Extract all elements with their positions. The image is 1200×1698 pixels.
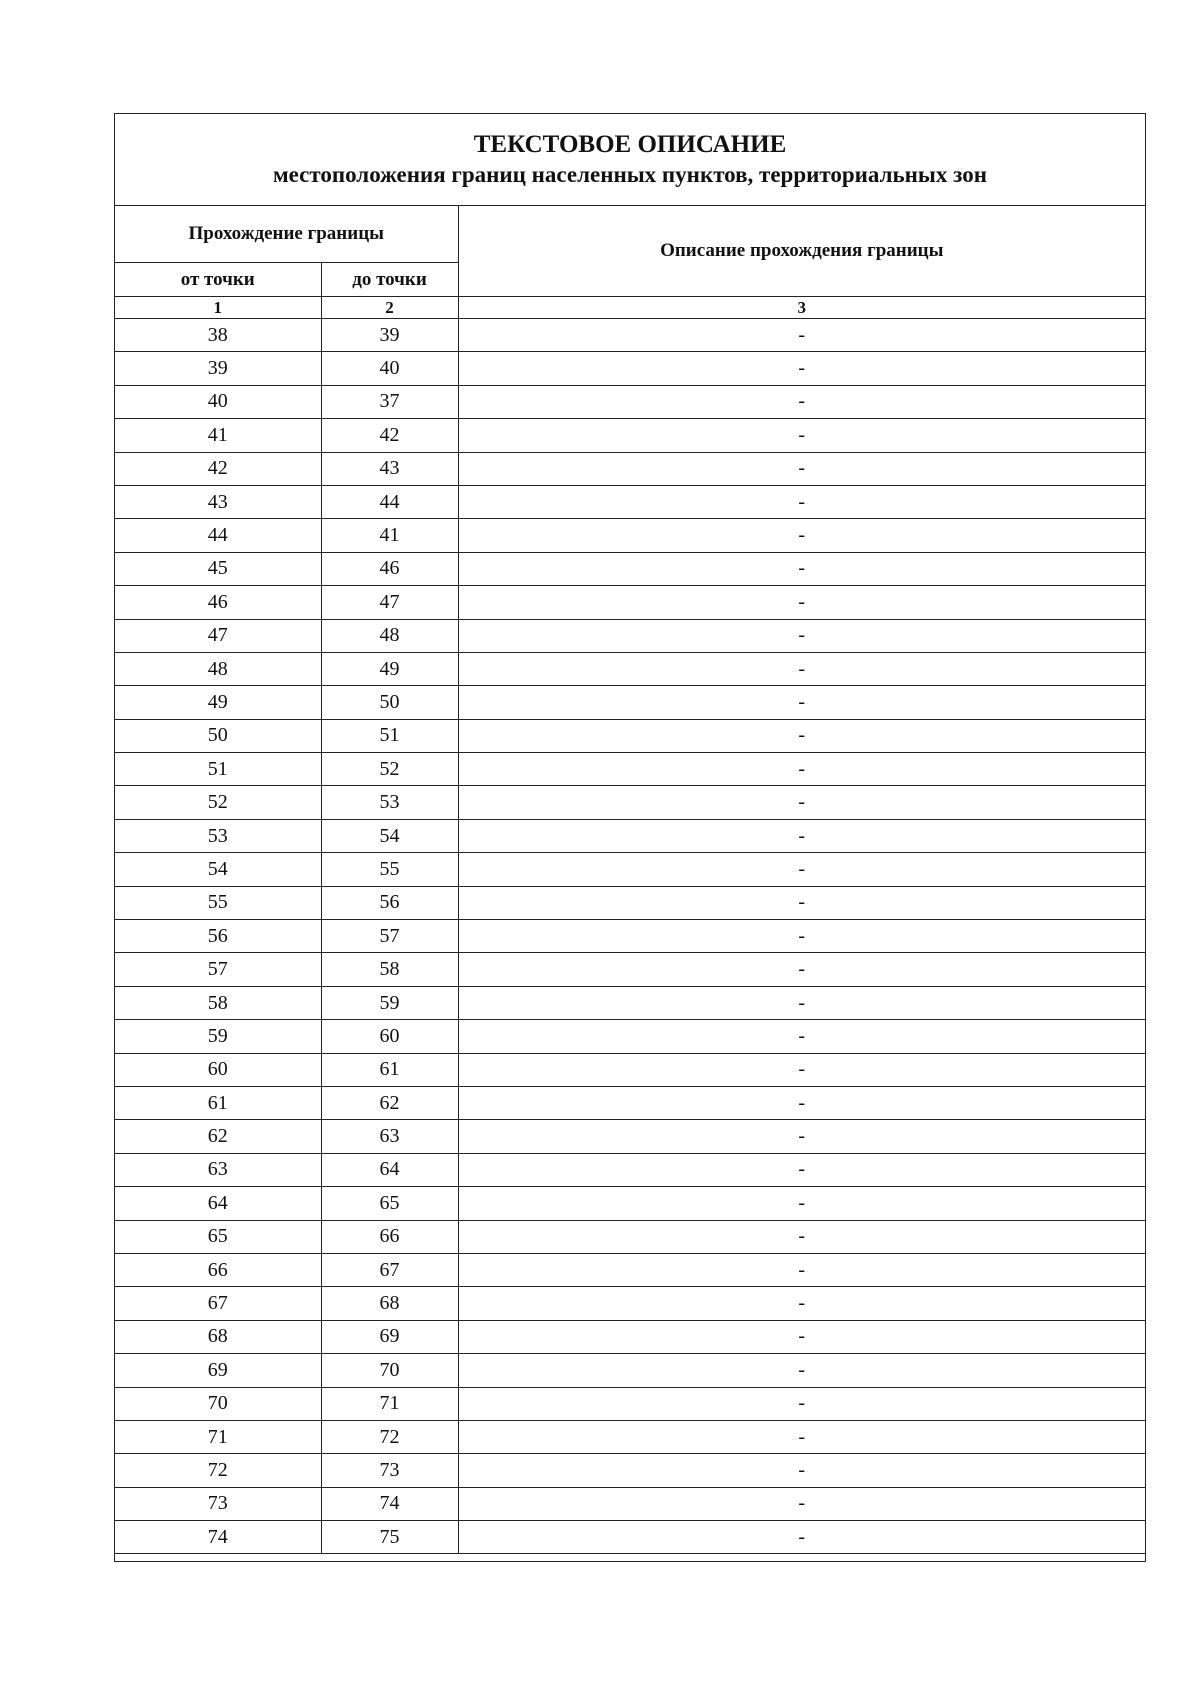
description-cell: - [458,485,1145,518]
from-point-cell: 58 [115,986,321,1019]
from-point-cell: 61 [115,1086,321,1119]
to-point-cell: 47 [321,586,458,619]
column-number: 3 [458,297,1145,319]
from-point-cell: 54 [115,853,321,886]
from-point-cell: 72 [115,1454,321,1487]
table-row [115,452,1145,485]
table-row [115,652,1145,685]
from-point-cell: 67 [115,1287,321,1320]
table-row [115,1454,1145,1487]
from-point-cell: 51 [115,753,321,786]
table-row [115,385,1145,418]
to-point-cell: 62 [321,1086,458,1119]
from-point-cell: 66 [115,1253,321,1286]
description-cell: - [458,1153,1145,1186]
table-row [115,519,1145,552]
table-row [115,1086,1145,1119]
description-cell: - [458,786,1145,819]
to-point-cell: 61 [321,1053,458,1086]
column-number: 2 [321,297,458,319]
to-point-cell: 49 [321,652,458,685]
to-point-cell: 58 [321,953,458,986]
from-point-cell: 56 [115,920,321,953]
from-point-cell: 53 [115,819,321,852]
table-row [115,819,1145,852]
description-cell: - [458,1086,1145,1119]
header-boundary-passage: Прохождение границы [115,206,458,263]
to-point-cell: 40 [321,352,458,385]
to-point-cell: 48 [321,619,458,652]
table-row [115,1020,1145,1053]
description-cell: - [458,953,1145,986]
description-cell: - [458,1253,1145,1286]
to-point-cell: 63 [321,1120,458,1153]
to-point-cell: 52 [321,753,458,786]
description-cell: - [458,319,1145,352]
description-cell: - [458,1387,1145,1420]
description-cell: - [458,1454,1145,1487]
table-row [115,1120,1145,1153]
to-point-cell: 70 [321,1354,458,1387]
description-cell: - [458,519,1145,552]
description-cell: - [458,619,1145,652]
description-cell: - [458,819,1145,852]
table-row [115,719,1145,752]
from-point-cell: 73 [115,1487,321,1520]
table-row [115,686,1145,719]
description-cell: - [458,1053,1145,1086]
description-cell: - [458,920,1145,953]
document-title: ТЕКСТОВОЕ ОПИСАНИЕ [473,131,787,158]
description-cell: - [458,586,1145,619]
table-row [115,1420,1145,1453]
table-row [115,485,1145,518]
to-point-cell: 74 [321,1487,458,1520]
table-body [115,319,1145,1554]
description-cell: - [458,753,1145,786]
description-cell: - [458,652,1145,685]
to-point-cell: 64 [321,1153,458,1186]
title-block [115,114,1145,206]
to-point-cell: 57 [321,920,458,953]
from-point-cell: 39 [115,352,321,385]
to-point-cell: 69 [321,1320,458,1353]
description-cell: - [458,385,1145,418]
from-point-cell: 62 [115,1120,321,1153]
table-row [115,1187,1145,1220]
to-point-cell: 44 [321,485,458,518]
description-cell: - [458,1320,1145,1353]
description-cell: - [458,886,1145,919]
description-cell: - [458,352,1145,385]
table-row [115,953,1145,986]
header-description: Описание прохождения границы [458,206,1145,297]
description-cell: - [458,552,1145,585]
to-point-cell: 75 [321,1521,458,1554]
table-row [115,853,1145,886]
description-cell: - [458,1187,1145,1220]
from-point-cell: 70 [115,1387,321,1420]
to-point-cell: 71 [321,1387,458,1420]
table-row [115,352,1145,385]
table-row [115,1220,1145,1253]
from-point-cell: 68 [115,1320,321,1353]
from-point-cell: 52 [115,786,321,819]
description-cell: - [458,1521,1145,1554]
table-row [115,586,1145,619]
from-point-cell: 46 [115,586,321,619]
to-point-cell: 55 [321,853,458,886]
to-point-cell: 50 [321,686,458,719]
to-point-cell: 67 [321,1253,458,1286]
from-point-cell: 59 [115,1020,321,1053]
boundary-table [115,206,1145,1554]
description-cell: - [458,1287,1145,1320]
from-point-cell: 38 [115,319,321,352]
table-row [115,1521,1145,1554]
description-cell: - [458,1354,1145,1387]
column-number: 1 [115,297,321,319]
to-point-cell: 73 [321,1454,458,1487]
table-row [115,786,1145,819]
to-point-cell: 39 [321,319,458,352]
to-point-cell: 56 [321,886,458,919]
table-row [115,619,1145,652]
from-point-cell: 41 [115,419,321,452]
table-row [115,1287,1145,1320]
to-point-cell: 51 [321,719,458,752]
description-cell: - [458,419,1145,452]
description-cell: - [458,1420,1145,1453]
from-point-cell: 55 [115,886,321,919]
description-cell: - [458,1120,1145,1153]
to-point-cell: 43 [321,452,458,485]
from-point-cell: 71 [115,1420,321,1453]
table-row [115,419,1145,452]
description-cell: - [458,1020,1145,1053]
table-row [115,1387,1145,1420]
from-point-cell: 65 [115,1220,321,1253]
to-point-cell: 42 [321,419,458,452]
to-point-cell: 68 [321,1287,458,1320]
description-cell: - [458,986,1145,1019]
from-point-cell: 42 [115,452,321,485]
to-point-cell: 72 [321,1420,458,1453]
to-point-cell: 37 [321,385,458,418]
from-point-cell: 63 [115,1153,321,1186]
from-point-cell: 49 [115,686,321,719]
table-row [115,753,1145,786]
from-point-cell: 50 [115,719,321,752]
header-from-point: от точки [115,263,321,297]
to-point-cell: 54 [321,819,458,852]
from-point-cell: 64 [115,1187,321,1220]
table-row [115,1153,1145,1186]
table-row [115,552,1145,585]
table-row [115,886,1145,919]
document-sheet [114,113,1146,1562]
from-point-cell: 74 [115,1521,321,1554]
table-row [115,1487,1145,1520]
table-row [115,986,1145,1019]
from-point-cell: 43 [115,485,321,518]
description-cell: - [458,853,1145,886]
to-point-cell: 59 [321,986,458,1019]
table-row [115,1053,1145,1086]
table-row [115,920,1145,953]
to-point-cell: 41 [321,519,458,552]
table-row [115,1354,1145,1387]
table-tail [115,1554,1145,1561]
description-cell: - [458,1487,1145,1520]
from-point-cell: 69 [115,1354,321,1387]
to-point-cell: 46 [321,552,458,585]
to-point-cell: 60 [321,1020,458,1053]
to-point-cell: 53 [321,786,458,819]
description-cell: - [458,452,1145,485]
description-cell: - [458,719,1145,752]
from-point-cell: 40 [115,385,321,418]
from-point-cell: 57 [115,953,321,986]
description-cell: - [458,1220,1145,1253]
to-point-cell: 66 [321,1220,458,1253]
header-to-point: до точки [321,263,458,297]
table-row [115,1253,1145,1286]
from-point-cell: 44 [115,519,321,552]
from-point-cell: 45 [115,552,321,585]
from-point-cell: 48 [115,652,321,685]
to-point-cell: 65 [321,1187,458,1220]
from-point-cell: 60 [115,1053,321,1086]
table-row [115,319,1145,352]
description-cell: - [458,686,1145,719]
table-row [115,1320,1145,1353]
from-point-cell: 47 [115,619,321,652]
document-subtitle: местоположения границ населенных пунктов, территориальных зон [273,162,987,187]
